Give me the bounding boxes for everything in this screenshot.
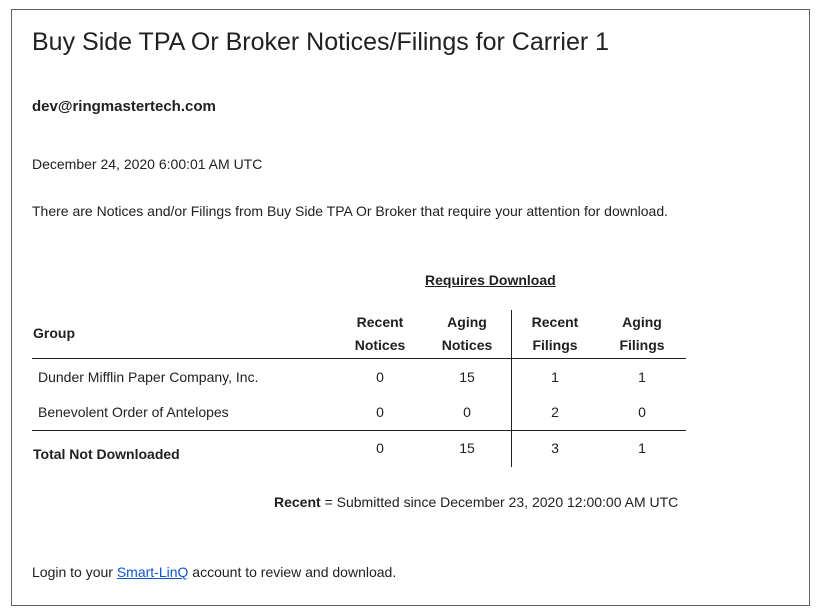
row-recent-notices: 0 [376, 404, 384, 420]
total-recent-filings: 3 [551, 440, 559, 456]
total-aging-filings: 1 [638, 440, 646, 456]
row-group-name: Dunder Mifflin Paper Company, Inc. [38, 369, 259, 385]
row-aging-notices: 0 [463, 404, 471, 420]
sender-address: dev@ringmastertech.com [32, 98, 216, 115]
sent-timestamp: December 24, 2020 6:00:01 AM UTC [32, 156, 263, 172]
row-recent-filings: 1 [551, 369, 559, 385]
header-divider [32, 358, 686, 359]
legend-term: Recent [274, 494, 321, 510]
col-header-recent-filings: Recent Filings [531, 314, 579, 353]
total-divider [32, 430, 686, 431]
col-header-group: Group [33, 325, 75, 341]
recent-legend [274, 494, 678, 510]
col-header-aging-notices: Aging Notices [441, 314, 493, 353]
requires-download-heading: Requires Download [425, 272, 556, 288]
col-header-recent-notices: Recent Notices [354, 314, 406, 353]
row-group-name: Benevolent Order of Antelopes [38, 404, 229, 420]
total-recent-notices: 0 [376, 440, 384, 456]
login-prefix: Login to your [32, 564, 117, 580]
row-aging-filings: 0 [638, 404, 646, 420]
intro-message: There are Notices and/or Filings from Buy Side TPA Or Broker that require your attention for download. [32, 203, 669, 219]
email-title: Buy Side TPA Or Broker Notices/Filings for Carrier 1 [32, 28, 610, 56]
notices-filings-separator [511, 310, 512, 467]
smart-linq-link[interactable]: Smart-LinQ [116, 564, 189, 580]
col-header-aging-filings: Aging Filings [619, 314, 665, 353]
row-aging-notices: 15 [459, 369, 475, 385]
row-aging-filings: 1 [638, 369, 646, 385]
legend-definition: = Submitted since December 23, 2020 12:00:00 AM UTC [320, 494, 679, 510]
total-label: Total Not Downloaded [33, 446, 180, 462]
row-recent-notices: 0 [376, 369, 384, 385]
row-recent-filings: 2 [551, 404, 559, 420]
total-aging-notices: 15 [459, 440, 475, 456]
login-suffix: account to review and download. [188, 564, 397, 580]
email-body [11, 9, 810, 606]
login-instruction [32, 564, 396, 580]
